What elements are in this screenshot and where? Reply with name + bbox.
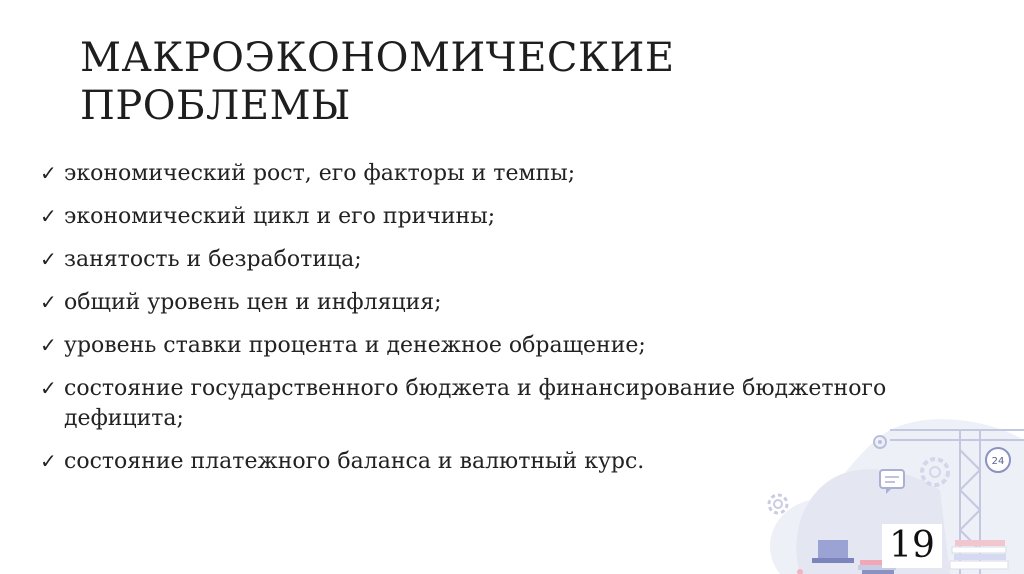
title-line-1: МАКРОЭКОНОМИЧЕСКИЕ (80, 35, 675, 81)
page-number: 19 (882, 524, 942, 568)
list-item (40, 158, 900, 189)
checkmark-icon: ✓ (40, 376, 57, 400)
checkmark-icon: ✓ (40, 161, 57, 185)
list-item-text: состояние платежного баланса и валютный курс. (64, 449, 645, 474)
svg-text:24: 24 (991, 456, 1005, 467)
support-24-icon (986, 448, 1010, 472)
title-line-2: ПРОБЛЕМЫ (80, 83, 351, 129)
list-item-text: уровень ставки процента и денежное обращение; (64, 333, 646, 358)
paper-stack-icon (950, 540, 1008, 569)
gear-icon (769, 495, 787, 513)
slide-title (80, 34, 675, 130)
list-item-text: экономический рост, его факторы и темпы; (64, 161, 576, 186)
list-item (40, 330, 900, 361)
checkmark-icon: ✓ (40, 449, 57, 473)
checkmark-icon: ✓ (40, 290, 57, 314)
list-item-text: общий уровень цен и инфляция; (64, 290, 442, 315)
list-item-text: экономический цикл и его причины; (64, 204, 496, 229)
checkmark-icon: ✓ (40, 333, 57, 357)
list-item (40, 244, 900, 275)
list-item-text: состояние государственного бюджета и финансирование бюджетного дефицита; (64, 376, 887, 431)
checkmark-icon: ✓ (40, 204, 57, 228)
list-item-text: занятость и безработица; (64, 247, 362, 272)
list-item (40, 287, 900, 318)
laptop-icon (812, 540, 854, 563)
list-item (40, 201, 900, 232)
checkmark-icon: ✓ (40, 247, 57, 271)
